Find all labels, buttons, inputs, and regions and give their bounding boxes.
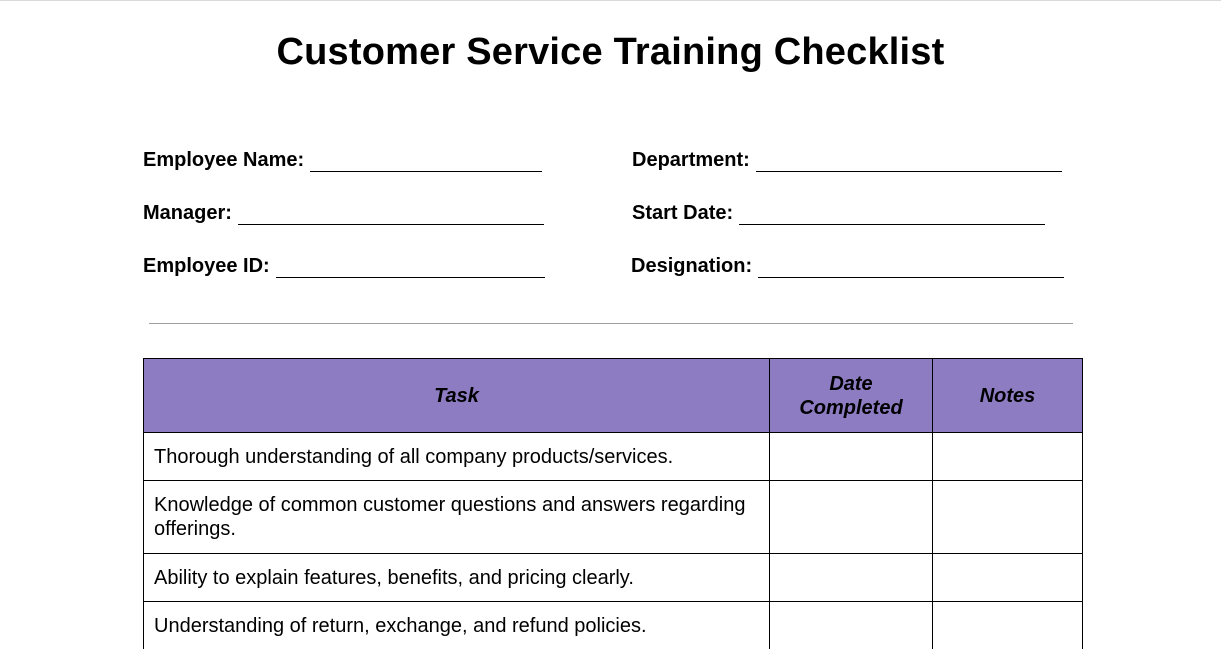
training-checklist-table — [143, 358, 1083, 649]
date-completed-cell[interactable] — [770, 554, 933, 602]
department-label: Department: — [632, 149, 750, 171]
table-row — [144, 554, 1083, 602]
table-header-row — [144, 359, 1083, 433]
task-cell: Knowledge of common customer questions and answers regarding offerings. — [144, 481, 770, 554]
designation-line[interactable] — [758, 259, 1064, 278]
department-field — [632, 149, 1062, 172]
department-line[interactable] — [756, 153, 1062, 172]
table-row — [144, 602, 1083, 649]
task-cell: Ability to explain features, benefits, and pricing clearly. — [144, 554, 770, 602]
start-date-line[interactable] — [739, 206, 1045, 225]
date-completed-cell[interactable] — [770, 481, 933, 554]
manager-label: Manager: — [143, 202, 232, 224]
employee-name-field — [143, 149, 542, 172]
start-date-field — [632, 202, 1045, 225]
employee-name-label: Employee Name: — [143, 149, 305, 171]
task-cell: Understanding of return, exchange, and refund policies. — [144, 602, 770, 649]
start-date-label: Start Date: — [632, 202, 734, 224]
employee-id-field — [143, 255, 545, 278]
table-row — [144, 481, 1083, 554]
employee-id-line[interactable] — [276, 259, 545, 278]
notes-column-header: Notes — [933, 359, 1083, 433]
manager-field — [143, 202, 544, 225]
notes-cell[interactable] — [933, 602, 1083, 649]
employee-id-label: Employee ID: — [143, 255, 270, 277]
designation-field — [631, 255, 1064, 278]
date-completed-cell[interactable] — [770, 602, 933, 649]
manager-line[interactable] — [238, 206, 544, 225]
date-completed-column-header: Date Completed — [770, 359, 933, 433]
designation-label: Designation: — [631, 255, 753, 277]
table-row — [144, 433, 1083, 481]
task-cell: Thorough understanding of all company products/services. — [144, 433, 770, 481]
employee-name-line[interactable] — [310, 153, 542, 172]
notes-cell[interactable] — [933, 554, 1083, 602]
notes-cell[interactable] — [933, 481, 1083, 554]
notes-cell[interactable] — [933, 433, 1083, 481]
page-title: Customer Service Training Checklist — [276, 31, 945, 73]
section-divider — [149, 323, 1073, 324]
date-completed-cell[interactable] — [770, 433, 933, 481]
task-column-header: Task — [144, 359, 770, 433]
